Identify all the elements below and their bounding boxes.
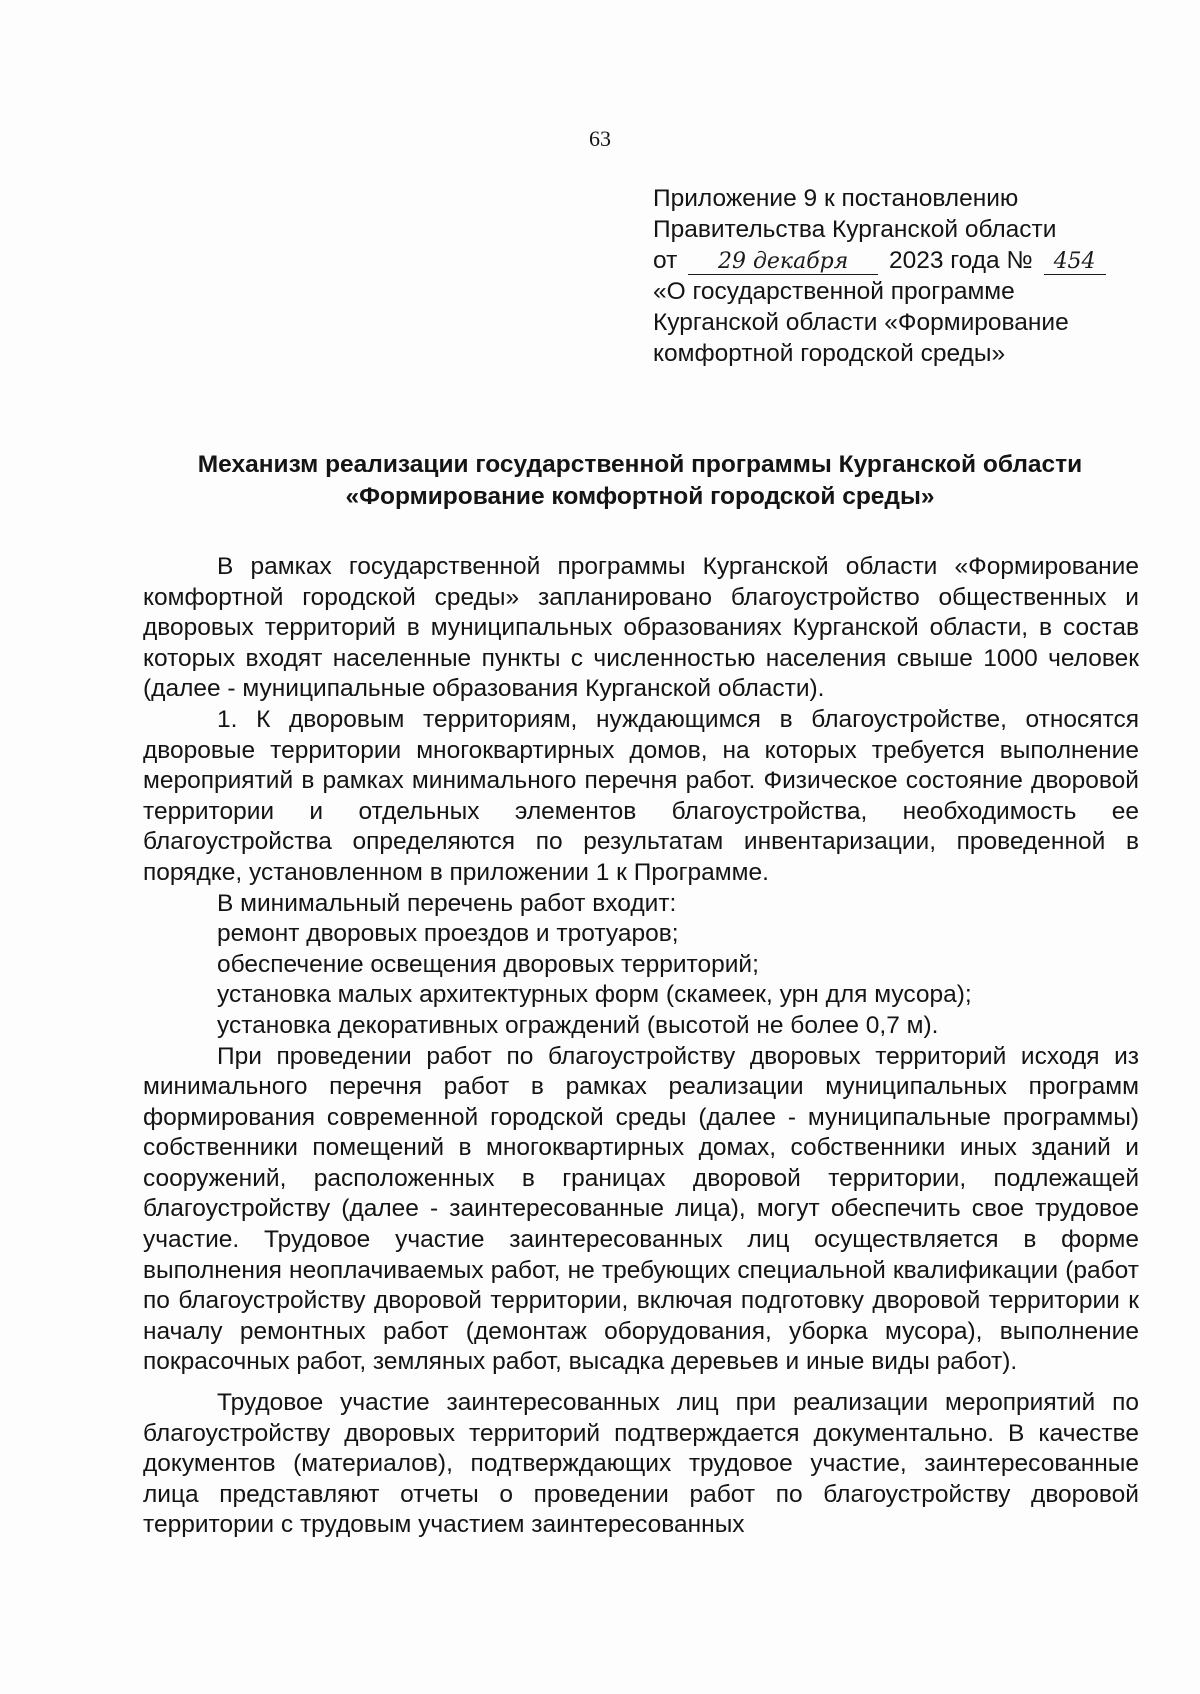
appendix-line-6: комфортной городской среды»	[653, 340, 1006, 367]
date-prefix: от	[653, 247, 678, 274]
paragraph-item-1: 1. К дворовым территориям, нуждающимся в благоустройстве, относятся дворовые территории многоквартирных домов, на которых требуется выполнение мероприятий в рамках минимального перечня работ. Физическое состояние дворовой территории и отдельных элементов благоустройства, необходимость ее благоустройства определяются по результатам инвентаризации, проведенной в порядке, установленном в приложении 1 к Программе.	[143, 705, 1139, 886]
list-item-fences: установка декоративных ограждений (высотой не более 0,7 м).	[217, 1011, 939, 1039]
paragraph-intro: В рамках государственной программы Курганской области «Формирование комфортной городской среды» запланировано благоустройство общественных и дворовых территорий в муниципальных образованиях Курганской области, в состав которых входят населенные пункты с численностью населения свыше 1000 человек (далее - муниципальные образования Курганской области).	[143, 553, 1139, 703]
paragraph-minimal-list-intro: В минимальный перечень работ входит:	[217, 889, 677, 917]
paragraph-labor-participation: При проведении работ по благоустройству дворовых территорий исходя из минимального перечня работ в рамках реализации муниципальных программ формирования современной городской среды (далее - муниципальные программы) собственники помещений в многоквартирных домах, собственники иных зданий и сооружений, расположенных в границах дворовой территории, подлежащей благоустройству (далее - заинтересованные лица), могут обеспечить свое трудовое участие. Трудовое участие заинтересованных лиц осуществляется в форме выполнения неоплачиваемых работ, не требующих специальной квалификации (работ по благоустройству дворовой территории, включая подготовку дворовой территории к началу ремонтных работ (демонтаж оборудования, уборка мусора), выполнение покрасочных работ, земляных работ, высадка деревьев и иные виды работ).	[143, 1042, 1139, 1376]
appendix-date-line	[653, 245, 1123, 276]
paragraph-labor-confirmation: Трудовое участие заинтересованных лиц при реализации мероприятий по благоустройству дворовых территорий подтверждается документально. В качестве документов (материалов), подтверждающих трудовое участие, заинтересованные лица представляют отчеты о проведении работ по благоустройству дворовой территории с трудовым участием заинтересованных	[143, 1389, 1139, 1539]
document-body	[143, 552, 1139, 1541]
title-line-1: Механизм реализации государственной программы Курганской области	[197, 451, 1083, 478]
document-title	[140, 449, 1140, 513]
appendix-header	[653, 183, 1123, 369]
appendix-line-4: «О государственной программе	[653, 278, 1015, 305]
appendix-line-2: Правительства Курганской области	[653, 216, 1057, 243]
list-item-lighting: обеспечение освещения дворовых территорий;	[217, 950, 759, 978]
title-line-2: «Формирование комфортной городской среды»	[345, 483, 935, 510]
handwritten-date: 29 декабря	[688, 250, 878, 275]
appendix-line-5: Курганской области «Формирование	[653, 309, 1069, 336]
date-year: 2023 года №	[888, 247, 1033, 274]
list-item-small-forms: установка малых архитектурных форм (скамеек, урн для мусора);	[217, 981, 972, 1009]
list-item-repair: ремонт дворовых проездов и тротуаров;	[217, 920, 679, 948]
handwritten-number: 454	[1044, 250, 1106, 275]
appendix-line-1: Приложение 9 к постановлению	[653, 185, 1019, 212]
page-number: 63	[589, 126, 611, 151]
